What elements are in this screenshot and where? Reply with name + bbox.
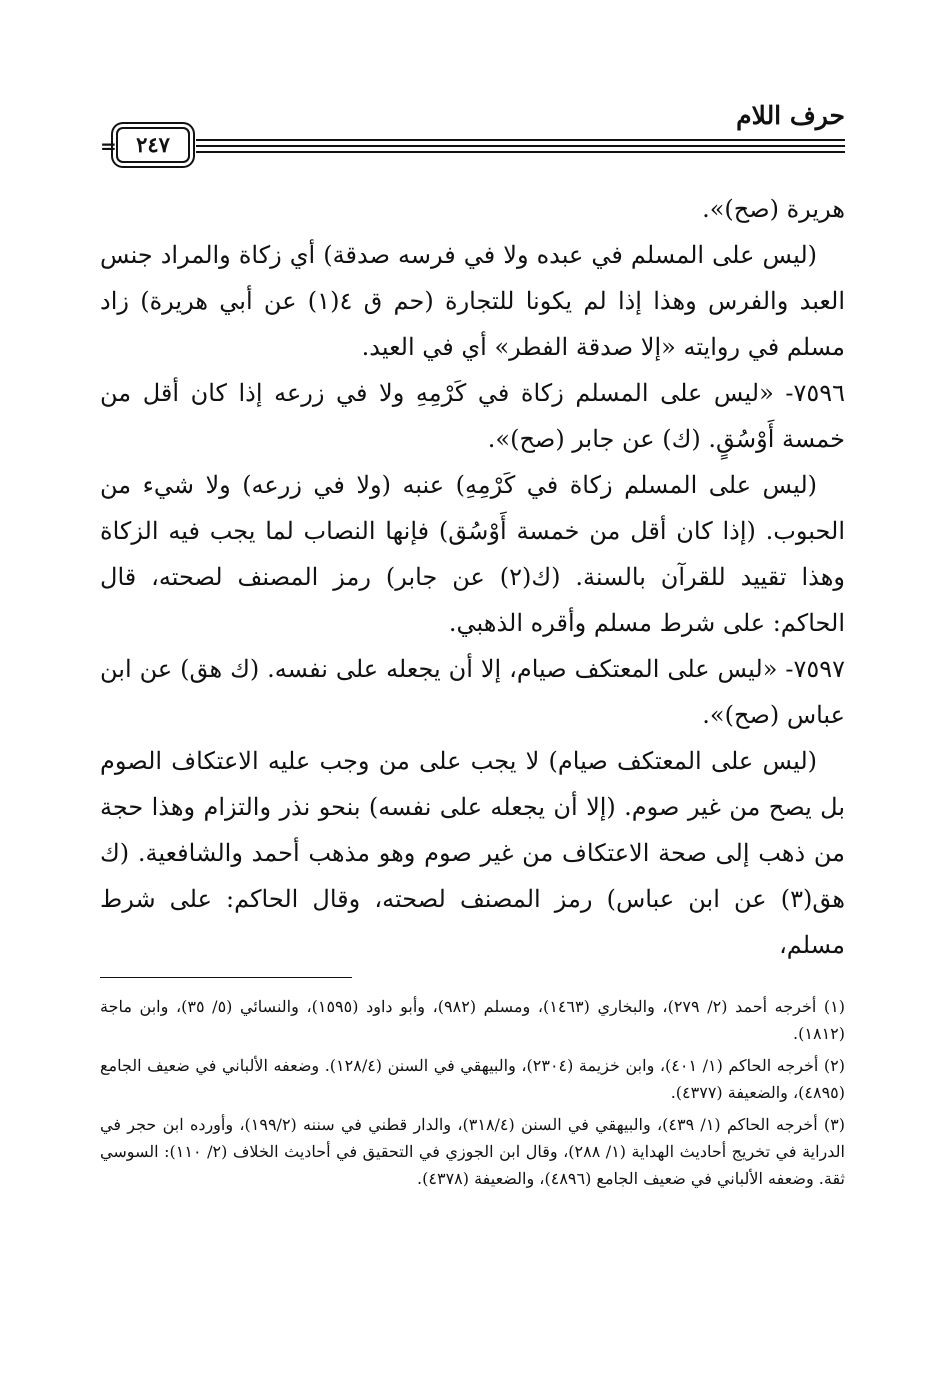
header-rule-line [196, 151, 845, 153]
header-rule-line [196, 145, 845, 147]
paragraph: (ليس على المسلم زكاة في كَرْمِهِ) عنبه (ولا في زرعه) ولا شيء من الحبوب. (إذا كان أقل من خمسة أَوْسُق) فإنها النصاب لما يجب فيه الزكاة وهذا تقييد للقرآن بالسنة. (ك(٢) عن جابر) رمز المصنف لصحته، قال الحاكم: على شرط مسلم وأقره الذهبي. [100, 471, 846, 637]
header-rule [100, 134, 845, 158]
footnote: (١) أخرجه أحمد (٢/ ٢٧٩)، والبخاري (١٤٦٣)، ومسلم (٩٨٢)، وأبو داود (١٥٩٥)، والنسائي (٥/ ٣٥)، وابن ماجة (١٨١٢). [100, 997, 846, 1043]
page-number: ٢٤٧ [116, 127, 190, 163]
header-rule-line [196, 139, 845, 141]
paragraph: هريرة (صح)». [702, 195, 845, 223]
page-header [100, 98, 845, 158]
footnote: (٢) أخرجه الحاكم (١/ ٤٠١)، وابن خزيمة (٢٣٠٤)، والبيهقي في السنن (١٢٨/٤). وضعفه الألباني في ضعيف الجامع (٤٨٩٥)، والضعيفة (٤٣٧٧). [100, 1056, 846, 1102]
paragraph: (ليس على المعتكف صيام) لا يجب على من وجب عليه الاعتكاف الصوم بل يصح من غير صوم. (إلا أن يجعله على نفسه) بنحو نذر والتزام وهذا حجة من ذهب إلى صحة الاعتكاف من غير صوم وهو مذهب أحمد والشافعية. (ك هق(٣) عن ابن عباس) رمز المصنف لصحته، وقال الحاكم: على شرط مسلم، [100, 747, 846, 959]
paragraph: (ليس على المسلم في عبده ولا في فرسه صدقة) أي زكاة والمراد جنس العبد والفرس وهذا إذا لم يكونا للتجارة (حم ق ٤(١) عن أبي هريرة) زاد مسلم في روايته «إلا صدقة الفطر» أي في العيد. [100, 241, 845, 361]
footnote-separator [100, 977, 352, 978]
hadith-entry: ٧٥٩٧- «ليس على المعتكف صيام، إلا أن يجعله على نفسه. (ك هق) عن ابن عباس (صح)». [100, 655, 845, 729]
main-text [100, 186, 845, 968]
header-left-mark: = [100, 134, 117, 158]
hadith-entry: ٧٥٩٦- «ليس على المسلم زكاة في كَرْمِهِ ولا في زرعه إذا كان أقل من خمسة أَوْسُقٍ. (ك) عن جابر (صح)». [100, 379, 845, 453]
footnotes [100, 993, 845, 1197]
footnote: (٣) أخرجه الحاكم (١/ ٤٣٩)، والبيهقي في السنن (٣١٨/٤)، والدار قطني في سننه (١٩٩/٢)، وأورده ابن حجر في الدراية في تخريج أحاديث الهداية (١/ ٢٨٨)، وقال ابن الجوزي في التحقيق في أحاديث الخلاف (٢/ ١١٠): السوسي ثقة. وضعفه الألباني في ضعيف الجامع (٤٨٩٦)، والضعيفة (٤٣٧٨). [100, 1115, 846, 1188]
chapter-title: حرف اللام [736, 101, 845, 130]
